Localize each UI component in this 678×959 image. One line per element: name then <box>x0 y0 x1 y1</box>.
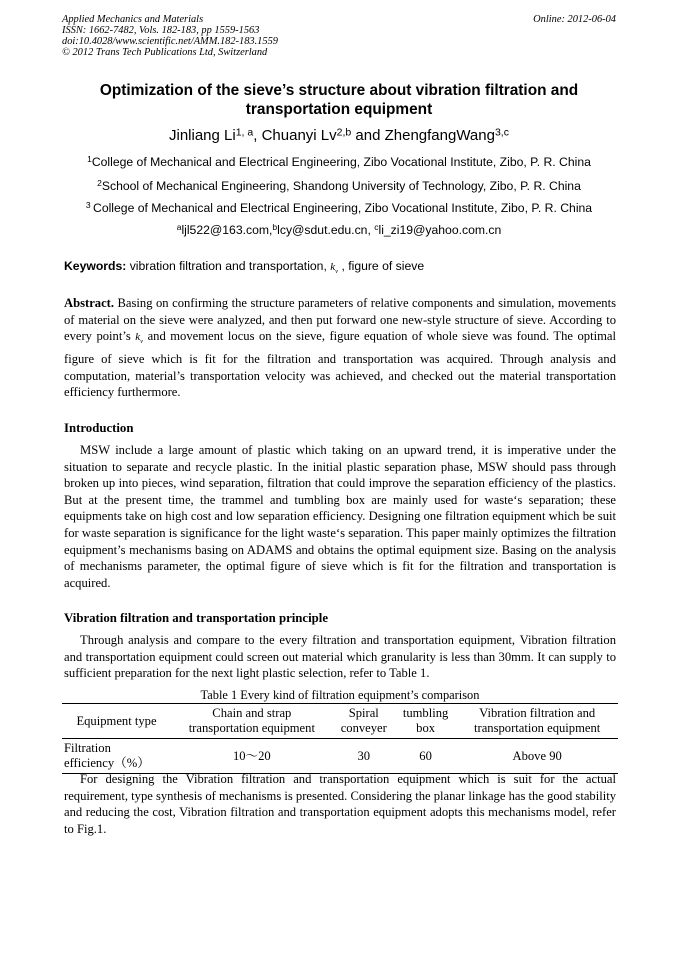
body-paragraph: For designing the Vibration filtration and transportation equipment which is suit for the actual requirement, type synthesis of mechanisms is presented. Considering the planar linkage has the good stability and reducing the cost, Vibration filtration and transportation equipment adopts this mechanisms model, refer to Fig.1. <box>64 772 616 836</box>
copyright-line: © 2012 Trans Tech Publications Ltd, Switzerland <box>62 47 268 58</box>
title-line-2: transportation equipment <box>245 101 433 118</box>
author-2: Chuanyi Lv <box>261 127 337 144</box>
author-3-sup: 3,c <box>494 126 509 139</box>
abstract-text: Basing on confirming the structure parameters of relative components and simulation, movements of material on the sieve were analyzed, and then put forward one new-style structure of sieve. According to every point’s <box>64 296 616 344</box>
affiliation-text: College of Mechanical and Electrical Engineering, Zibo Vocational Institute, Zibo, P. R. China <box>93 201 593 215</box>
kv-subscript: v <box>335 268 339 276</box>
comparison-table <box>62 703 618 774</box>
table-caption: Table 1 Every kind of filtration equipment’s comparison <box>200 688 480 702</box>
author-3: ZhengfangWang <box>384 127 495 144</box>
abstract-label: Abstract. <box>64 296 115 310</box>
affiliation-3 <box>62 201 616 215</box>
affiliation-sup: 2 <box>97 178 102 189</box>
abstract-text: and movement locus on the sieve, figure equation of whole sieve was found. The optimal figure of sieve which is fit for the filtration and transportation was acquired. Through analysis and computation, material’s transportation velocity was achieved, and checked out the material transportation efficiency furthermore. <box>64 329 616 400</box>
table-cell: 30 <box>333 739 395 774</box>
journal-header <box>62 14 616 58</box>
section-heading-principle: Vibration filtration and transportation principle <box>64 611 329 625</box>
keywords-text: vibration filtration and transportation, <box>126 259 331 273</box>
affiliation-1 <box>62 155 616 169</box>
kv-symbol <box>135 331 144 346</box>
table-header-row <box>62 704 618 739</box>
table-header-cell: Chain and strap transportation equipment <box>171 704 333 739</box>
principle-paragraph: Through analysis and compare to the every filtration and transportation equipment, Vibration filtration and transportation equipment could screen out material which granularity is less than 30mm. It can supply to sufficient preparation for the next light plastic selection, refer to Table 1. <box>64 633 616 681</box>
kv-symbol <box>330 261 339 276</box>
kv-subscript: v <box>140 338 144 346</box>
table-cell: Above 90 <box>456 739 618 774</box>
affiliation-sup: 1 <box>87 154 92 165</box>
author-1-sup: 1, a <box>235 126 254 139</box>
introduction-paragraph: MSW include a large amount of plastic which taking on an upward trend, it is imperative under the situation to separate and recycle plastic. In the initial plastic separation phase, MSW should pass through broken up into pieces, wind separation, filtration that could improve the separation efficiency of the plastics. But at the present time, the trammel and tumbling box are mainly used for waste‘s separation; these equipments take on high cost and low separation efficiency. Designing one filtration equipment which be suit for waste separation is significance for the light waste‘s separation. This paper mainly optimizes the filtration equipment’s mechanisms basing on ADAMS and obtains the optimal equipment size. Basing on the analysis of mechanisms parameter, the optimal figure of sieve which is fit for the filtration and transportation is acquired. <box>64 443 616 590</box>
table-cell: 10～20 <box>171 739 333 774</box>
title-line-1: Optimization of the sieve’s structure about vibration filtration and <box>99 82 579 99</box>
email-sup: a <box>176 222 182 233</box>
keywords-text: , figure of sieve <box>338 259 425 273</box>
author-separator: and <box>351 127 385 144</box>
online-date: Online: 2012-06-04 <box>533 14 616 25</box>
author-2-sup: 2,b <box>336 126 352 139</box>
email-sup: b <box>272 222 278 233</box>
doi-line: doi:10.4028/www.scientific.net/AMM.182-183.1559 <box>62 36 278 47</box>
table-header-cell: Equipment type <box>62 704 171 739</box>
journal-name: Applied Mechanics and Materials <box>62 14 204 25</box>
affiliation-sup: 3 <box>85 200 94 211</box>
keywords-label: Keywords: <box>64 259 127 273</box>
affiliation-2 <box>62 179 616 193</box>
table-header-cell: Vibration filtration and transportation equipment <box>456 704 618 739</box>
table-header-cell: tumbling box <box>395 704 456 739</box>
author-1: Jinliang Li <box>169 127 236 144</box>
email-line <box>62 223 616 237</box>
abstract-paragraph <box>64 295 616 401</box>
email-c: li_zi19@yahoo.com.cn <box>378 223 502 237</box>
email-b: lcy@sdut.edu.cn, <box>277 223 375 237</box>
affiliation-text: School of Mechanical Engineering, Shandong University of Technology, Zibo, P. R. China <box>101 179 581 193</box>
keywords-line <box>64 259 616 279</box>
author-separator: , <box>253 127 262 144</box>
paper-title <box>62 81 616 119</box>
affiliation-text: College of Mechanical and Electrical Engineering, Zibo Vocational Institute, Zibo, P. R. China <box>91 155 591 169</box>
table-cell: 60 <box>395 739 456 774</box>
kv-base: k <box>330 261 336 273</box>
section-heading-introduction: Introduction <box>64 421 134 435</box>
table-header-cell: Spiral conveyer <box>333 704 395 739</box>
email-a: ljl522@163.com, <box>181 223 273 237</box>
author-list <box>62 127 616 145</box>
issn-line: ISSN: 1662-7482, Vols. 182-183, pp 1559-1563 <box>62 25 260 36</box>
table-row <box>62 739 618 774</box>
email-sup: c <box>374 222 379 233</box>
kv-base: k <box>135 331 141 344</box>
table-cell: Filtration efficiency（%） <box>62 739 171 774</box>
